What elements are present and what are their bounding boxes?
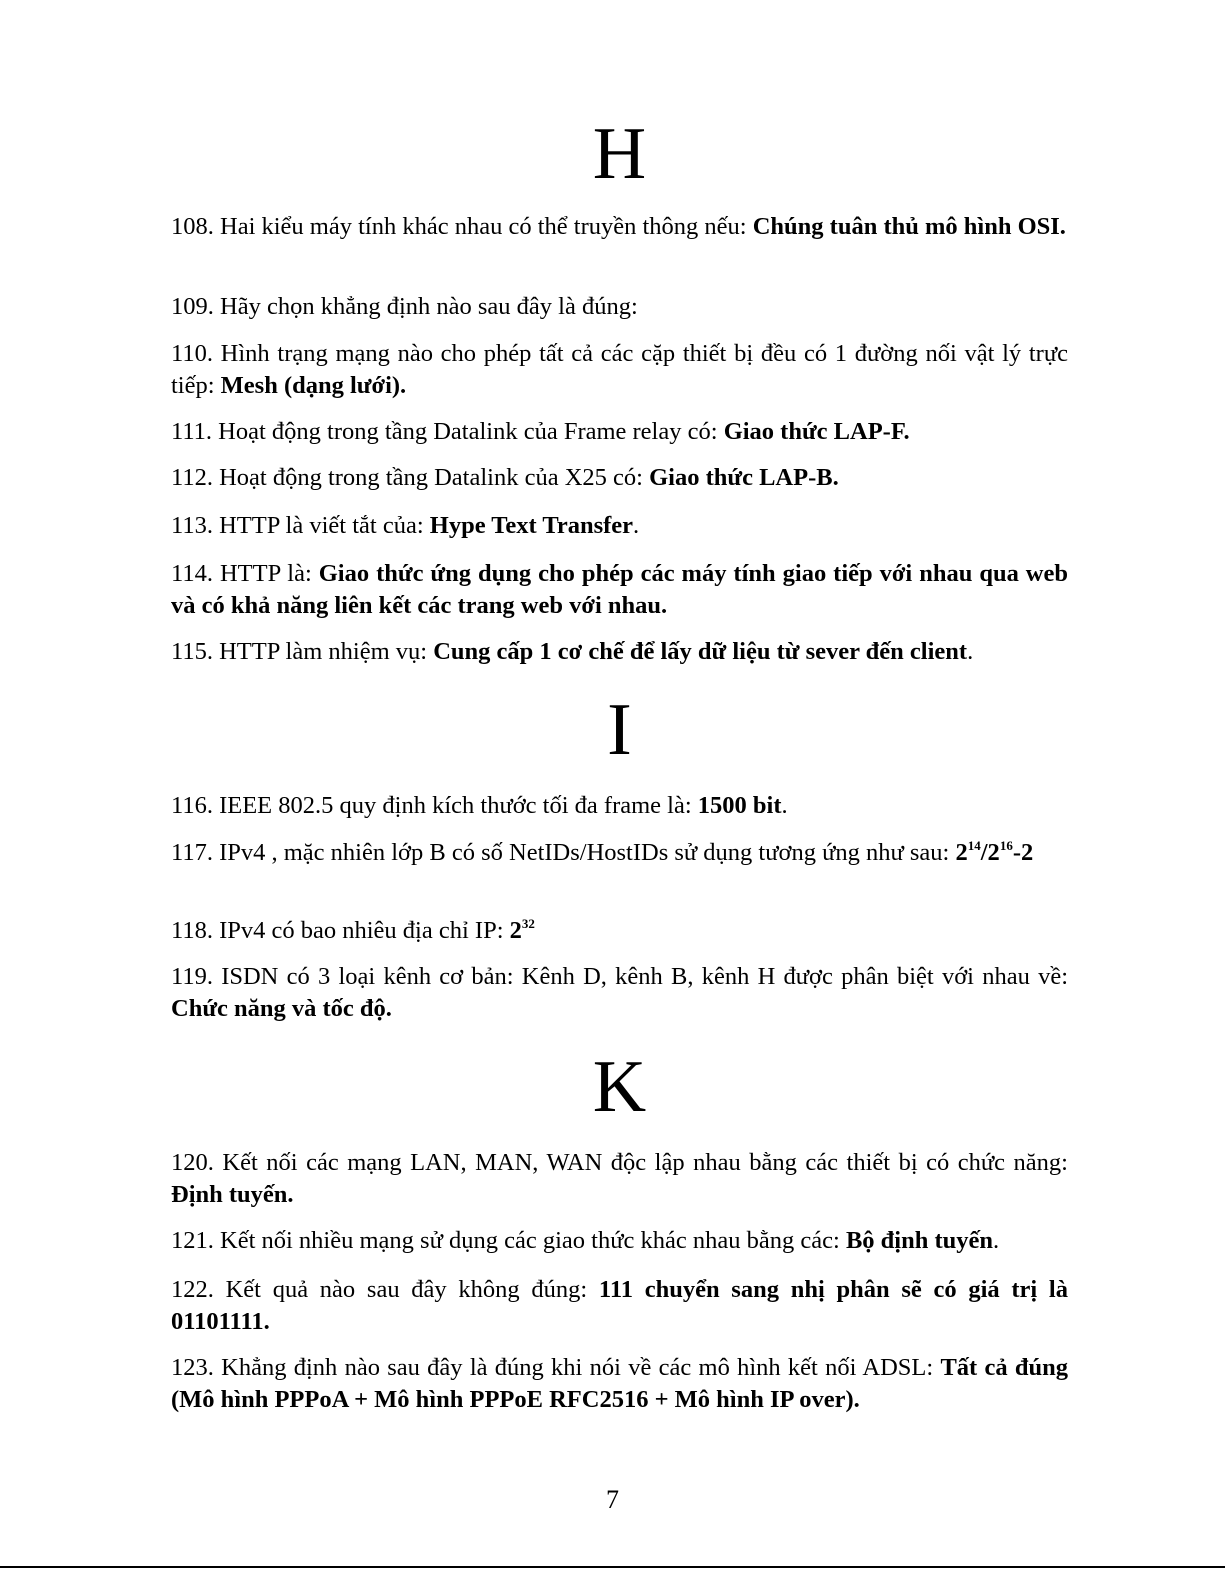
question-109: 109. Hãy chọn khẳng định nào sau đây là đúng:: [171, 293, 638, 320]
question-116: 116. IEEE 802.5 quy định kích thước tối đa frame là: 1500 bit.: [171, 792, 788, 819]
question-122: 122. Kết quả nào sau đây không đúng: 111 chuyển sang nhị phân sẽ có giá trị là 01101111.: [171, 1276, 1068, 1335]
question-108: 108. Hai kiểu máy tính khác nhau có thể truyền thông nếu: Chúng tuân thủ mô hình OSI.: [171, 213, 1066, 240]
question-121: 121. Kết nối nhiều mạng sử dụng các giao thức khác nhau bằng các: Bộ định tuyến.: [171, 1227, 1000, 1254]
question-112: 112. Hoạt động trong tầng Datalink của X25 có: Giao thức LAP-B.: [171, 464, 839, 491]
section-heading-h: H: [592, 113, 647, 195]
page-number: 7: [606, 1485, 619, 1514]
question-113: 113. HTTP là viết tắt của: Hype Text Transfer.: [171, 512, 640, 539]
question-110: 110. Hình trạng mạng nào cho phép tất cả các cặp thiết bị đều có 1 đường nối vật lý trực tiếp: Mesh (dạng lưới).: [171, 340, 1068, 399]
section-heading-k: K: [592, 1046, 647, 1128]
question-117: 117. IPv4 , mặc nhiên lớp B có số NetIDs/HostIDs sử dụng tương ứng như sau: $2^{14}/2^{16}-2$: [171, 838, 1034, 866]
question-119: 119. ISDN có 3 loại kênh cơ bản: Kênh D, kênh B, kênh H được phân biệt với nhau về: Chức năng và tốc độ.: [171, 963, 1068, 1022]
question-118: 118. IPv4 có bao nhiêu địa chỉ IP: $2^{32}$: [171, 916, 535, 944]
answer-117: $2^{14}/2^{16}-2$: [955, 838, 1034, 866]
question-115: 115. HTTP làm nhiệm vụ: Cung cấp 1 cơ chế để lấy dữ liệu từ sever đến client.: [171, 638, 974, 665]
question-114: 114. HTTP là: Giao thức ứng dụng cho phép các máy tính giao tiếp với nhau qua web và có khả năng liên kết các trang web với nhau.: [171, 560, 1069, 619]
question-123: 123. Khẳng định nào sau đây là đúng khi nói về các mô hình kết nối ADSL: Tất cả đúng (Mô hình PPPoA + Mô hình PPPoE RFC2516 + Mô hình IP over).: [171, 1354, 1068, 1413]
answer-118: $2^{32}$: [509, 916, 535, 944]
section-heading-i: I: [607, 689, 632, 771]
question-120: 120. Kết nối các mạng LAN, MAN, WAN độc lập nhau bằng các thiết bị có chức năng: Định tuyến.: [171, 1149, 1068, 1208]
question-111: 111. Hoạt động trong tầng Datalink của Frame relay có: Giao thức LAP-F.: [171, 418, 910, 445]
bottom-border-line: [0, 1566, 1225, 1568]
